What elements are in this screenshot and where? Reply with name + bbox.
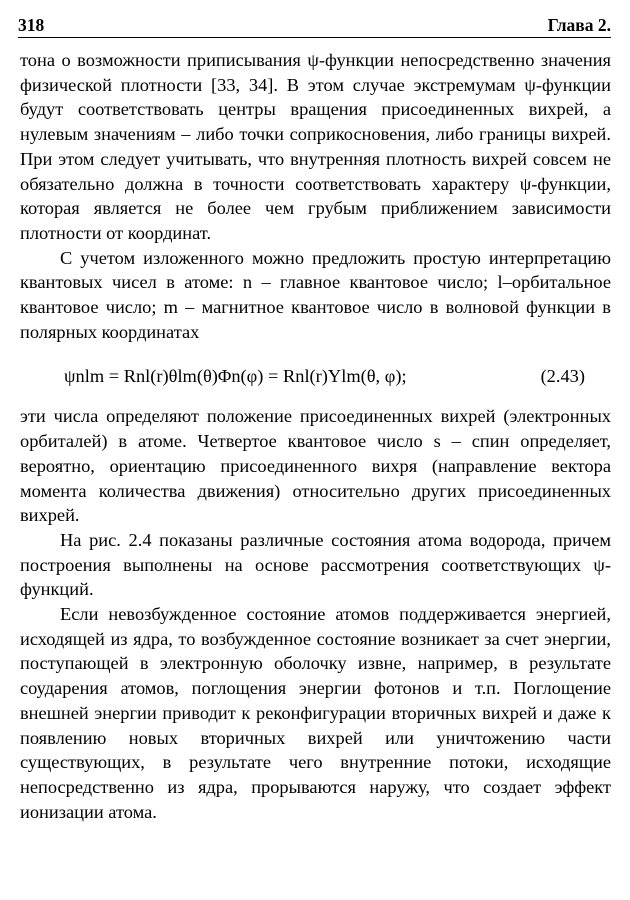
paragraph: эти числа определяют положение присоединенных вихрей (электронных орбиталей) в атоме. Четвертое квантовое число s – спин определяет, вероятно, ориентацию присоединенного вихря (направление вектора момента количества движения) относительно других присоединенных вихрей.	[20, 406, 611, 526]
paragraph: На рис. 2.4 показаны различные состояния атома водорода, причем построения выполнены на основе рассмотрения соответствующих ψ-функций.	[20, 529, 611, 600]
page-number: 318	[18, 15, 45, 35]
chapter-title: Глава 2.	[547, 15, 611, 35]
page-body	[20, 48, 611, 824]
header-rule	[18, 37, 611, 38]
paragraph: Если невозбужденное состояние атомов поддерживается энергией, исходящей из ядра, то возбужденное состояние возникает за счет энергии, поступающей в электронную оболочку извне, например, в результате соударения атомов, поглощения энергии фотонов и т.п. Поглощение внешней энергии приводит к реконфигурации вторичных вихрей и даже к появлению новых вторичных вихрей или уничтожению части существующих, в результате чего внутренние потоки, исходящие непосредственно из ядра, прорываются наружу, что создает эффект ионизации атома.	[20, 604, 611, 822]
page-header	[18, 10, 611, 36]
paragraph: тона о возможности приписывания ψ-функции непосредственно значения физической плотности [33, 34]. В этом случае экстремумам ψ-функции будут соответствовать центры вращения присоединенных вихрей, а нулевым значениям – либо точки соприкосновения, либо границы вихрей. При этом следует учитывать, что внутренняя плотность вихрей совсем не обязательно должна в точности соответствовать характеру ψ-функции, которая является не более чем грубым приближением зависимости плотности от координат.	[20, 50, 611, 243]
paragraph: С учетом изложенного можно предложить простую интерпретацию квантовых чисел в атоме: n – главное квантовое число; l–орбитальное квантовое число; m – магнитное квантовое число в волновой функции в полярных координатах	[20, 247, 611, 342]
equation-block	[20, 354, 611, 404]
equation-number: (2.43)	[540, 366, 585, 387]
equation-expression: ψnlm = Rnl(r)θlm(θ)Φn(φ) = Rnl(r)Ylm(θ, φ);	[64, 366, 407, 387]
